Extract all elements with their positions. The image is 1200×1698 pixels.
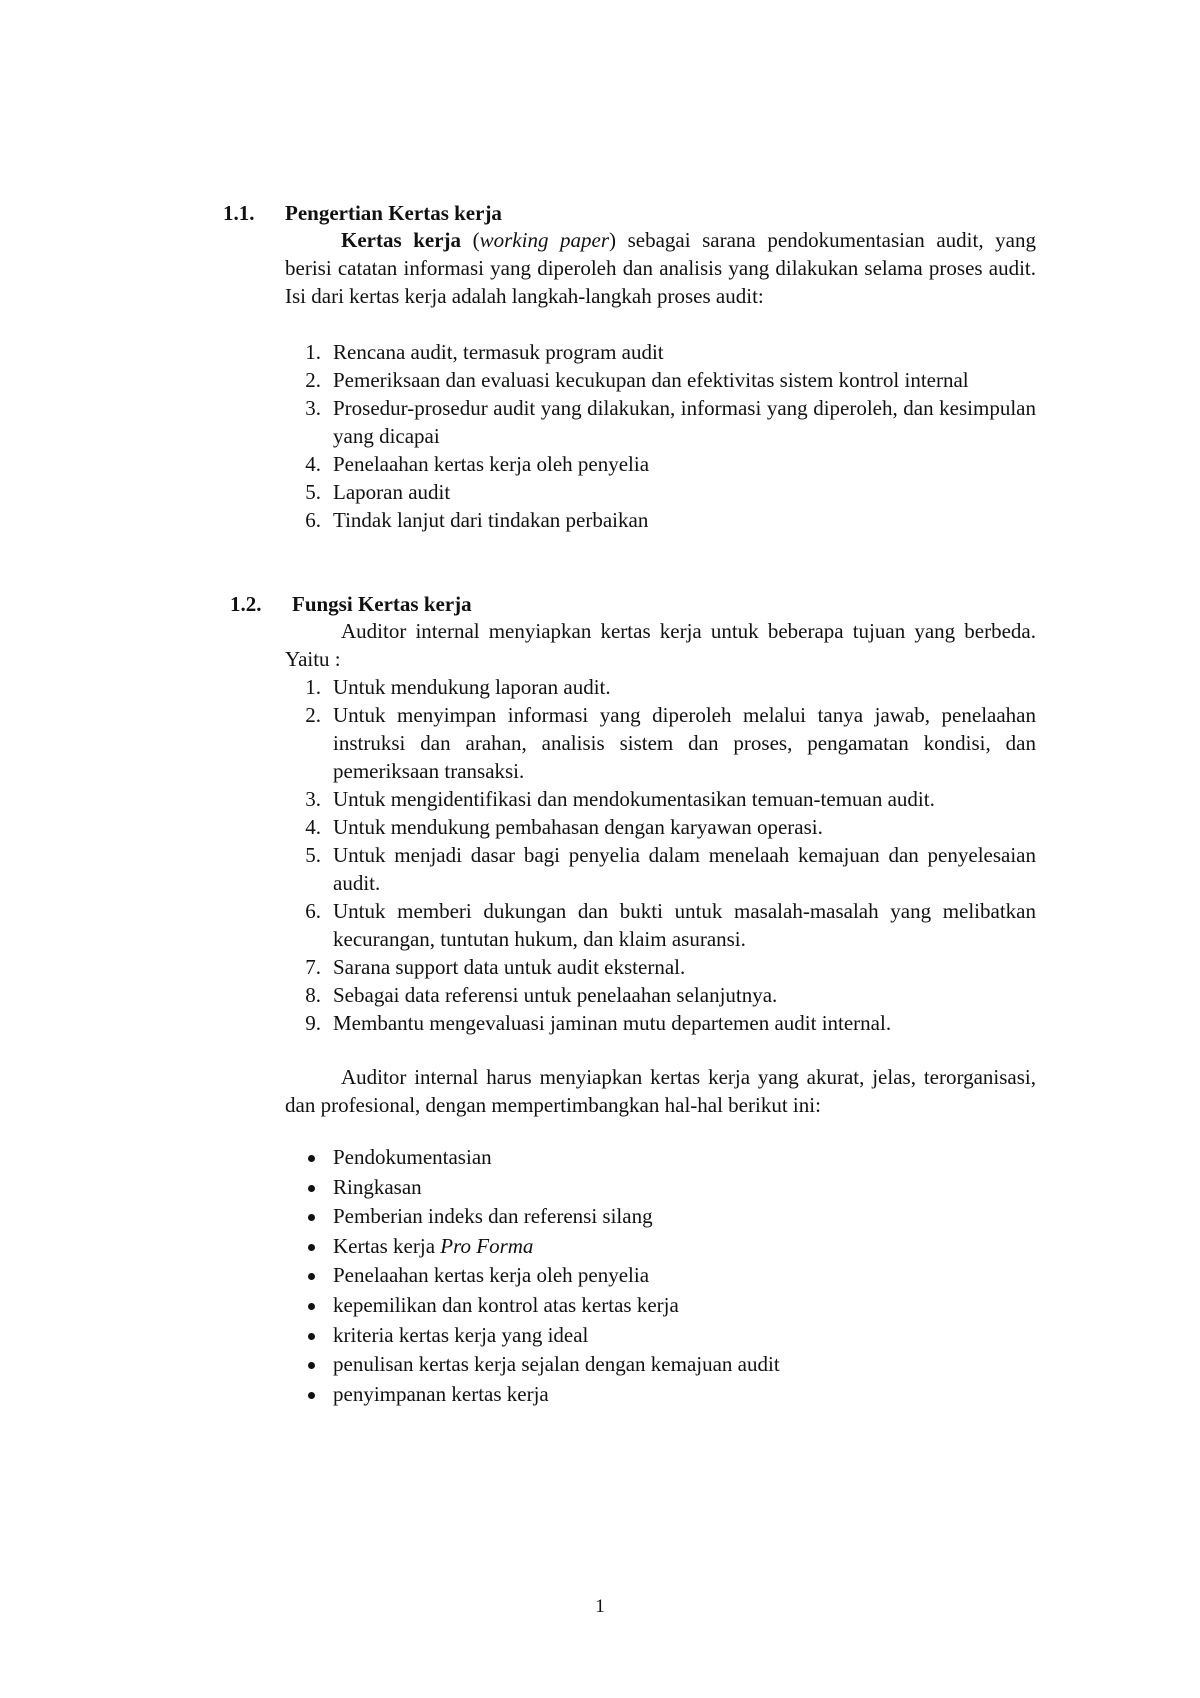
bullet-text: Kertas kerja: [333, 1233, 441, 1258]
bullet-text: Pendokumentasian: [333, 1145, 492, 1169]
list-item-text: Laporan audit: [333, 480, 451, 504]
bullet-text: Pemberian indeks dan referensi silang: [333, 1204, 653, 1229]
bullet-item: [285, 1232, 1036, 1262]
list-item: [285, 506, 1036, 534]
section-heading-1-1: [223, 199, 502, 227]
list-item-number: 3.: [305, 396, 321, 420]
list-item: [285, 841, 1036, 897]
list-item: [285, 701, 1036, 785]
list-item: [285, 981, 1036, 1009]
bullet-text: Penelaahan kertas kerja oleh penyelia: [333, 1263, 650, 1288]
list-item-number: 6.: [305, 899, 321, 923]
list-item-text: Prosedur-prosedur audit yang dilakukan, informasi yang diperoleh, dan kesimpulan yang dicapai: [333, 396, 1036, 448]
bullet-item: [285, 1202, 1036, 1232]
list-item-text: Pemeriksaan dan evaluasi kecukupan dan efektivitas sistem kontrol internal: [333, 368, 969, 392]
intro-italic-term: working paper: [479, 228, 610, 252]
section-number: 1.2.: [230, 592, 262, 616]
list-item: [285, 897, 1036, 953]
bullet-dot-icon: [308, 1333, 315, 1340]
list-item-number: 4.: [305, 815, 321, 839]
bullet-item: [285, 1350, 1036, 1380]
section-number: 1.1.: [223, 201, 255, 225]
bullet-item: [285, 1321, 1036, 1351]
list-item-text: Sarana support data untuk audit eksternal.: [333, 955, 686, 979]
section-title: Pengertian Kertas kerja: [285, 201, 502, 225]
list-item: [285, 366, 1036, 394]
list-item-number: 3.: [305, 787, 321, 811]
list-item-text: Untuk mendukung pembahasan dengan karyawan operasi.: [333, 815, 823, 839]
list-item-number: 2.: [305, 703, 321, 727]
list-item-number: 2.: [305, 368, 321, 392]
list-item: [285, 953, 1036, 981]
bullet-text: kepemilikan dan kontrol atas kertas kerja: [333, 1292, 679, 1317]
considerations-bullet-list: [285, 1143, 1036, 1409]
bullet-dot-icon: [308, 1214, 315, 1221]
list-item: [285, 450, 1036, 478]
list-item-number: 1.: [305, 340, 321, 364]
section-title: Fungsi Kertas kerja: [292, 592, 472, 616]
bullet-dot-icon: [308, 1155, 315, 1162]
bullet-text: penyimpanan kertas kerja: [333, 1381, 549, 1406]
list-item-number: 7.: [305, 955, 321, 979]
list-item-text: Untuk menyimpan informasi yang diperoleh melalui tanya jawab, penelaahan instruksi dan arahan, analisis sistem dan proses, pengamatan kondisi, dan pemeriksaan transaksi.: [333, 703, 1036, 783]
list-item-number: 5.: [305, 480, 321, 504]
list-item-number: 4.: [305, 452, 321, 476]
section-1-1-intro: [285, 226, 1036, 310]
list-item-text: Sebagai data referensi untuk penelaahan selanjutnya.: [333, 983, 778, 1007]
list-item-text: Membantu mengevaluasi jaminan mutu departemen audit internal.: [333, 1011, 892, 1035]
section-1-2-list: [285, 673, 1036, 1037]
list-item-number: 9.: [305, 1011, 321, 1035]
bullet-dot-icon: [308, 1273, 315, 1280]
list-item: [285, 394, 1036, 450]
bullet-item: [285, 1380, 1036, 1410]
list-item-number: 8.: [305, 983, 321, 1007]
bullet-item: [285, 1143, 1036, 1173]
closing-body: Auditor internal harus menyiapkan kertas kerja yang akurat, jelas, terorganisasi, dan profesional, dengan mempertimbangkan hal-hal berikut ini:: [285, 1065, 1036, 1117]
bullet-item: [285, 1261, 1036, 1291]
list-item: [285, 673, 1036, 701]
bullet-text: kriteria kertas kerja yang ideal: [333, 1322, 589, 1347]
list-item: [285, 785, 1036, 813]
bullet-dot-icon: [308, 1244, 315, 1251]
bullet-dot-icon: [308, 1392, 315, 1399]
list-item: [285, 1009, 1036, 1037]
list-item-number: 6.: [305, 508, 321, 532]
list-item-text: Untuk menjadi dasar bagi penyelia dalam menelaah kemajuan dan penyelesaian audit.: [333, 843, 1036, 895]
list-item-text: Untuk mengidentifikasi dan mendokumentasikan temuan-temuan audit.: [333, 787, 935, 811]
list-item-text: Untuk mendukung laporan audit.: [333, 675, 611, 699]
bullet-text: Ringkasan: [333, 1174, 422, 1199]
bullet-dot-icon: [308, 1185, 315, 1192]
list-item: [285, 813, 1036, 841]
list-item-number: 1.: [305, 675, 321, 699]
bullet-item: [285, 1291, 1036, 1321]
list-item-number: 5.: [305, 843, 321, 867]
section-heading-1-2: [230, 590, 472, 618]
list-item: [285, 478, 1036, 506]
bullet-italic-text: Pro Forma: [440, 1233, 534, 1258]
page-number: 1: [595, 1596, 605, 1617]
bullet-item: [285, 1173, 1036, 1203]
bullet-text: penulisan kertas kerja sejalan dengan kemajuan audit: [333, 1352, 780, 1377]
intro-term: Kertas kerja: [341, 228, 462, 252]
intro-body: Auditor internal menyiapkan kertas kerja untuk beberapa tujuan yang berbeda. Yaitu :: [285, 619, 1036, 671]
section-1-2-closing: [285, 1063, 1036, 1119]
list-item-text: Tindak lanjut dari tindakan perbaikan: [333, 508, 649, 532]
list-item: [285, 338, 1036, 366]
list-item-text: Penelaahan kertas kerja oleh penyelia: [333, 452, 650, 476]
bullet-dot-icon: [308, 1362, 315, 1369]
intro-body: ) sebagai sarana pendokumentasian audit, yang berisi catatan informasi yang diperoleh dan analisis yang dilakukan selama proses audit. Isi dari kertas kerja adalah langkah-langkah proses audit:: [285, 228, 1036, 308]
bullet-dot-icon: [308, 1303, 315, 1310]
intro-paren: (: [461, 228, 480, 252]
section-1-1-list: [285, 338, 1036, 534]
list-item-text: Rencana audit, termasuk program audit: [333, 340, 664, 364]
section-1-2-intro: [285, 617, 1036, 673]
list-item-text: Untuk memberi dukungan dan bukti untuk masalah-masalah yang melibatkan kecurangan, tuntutan hukum, dan klaim asuransi.: [333, 899, 1036, 951]
